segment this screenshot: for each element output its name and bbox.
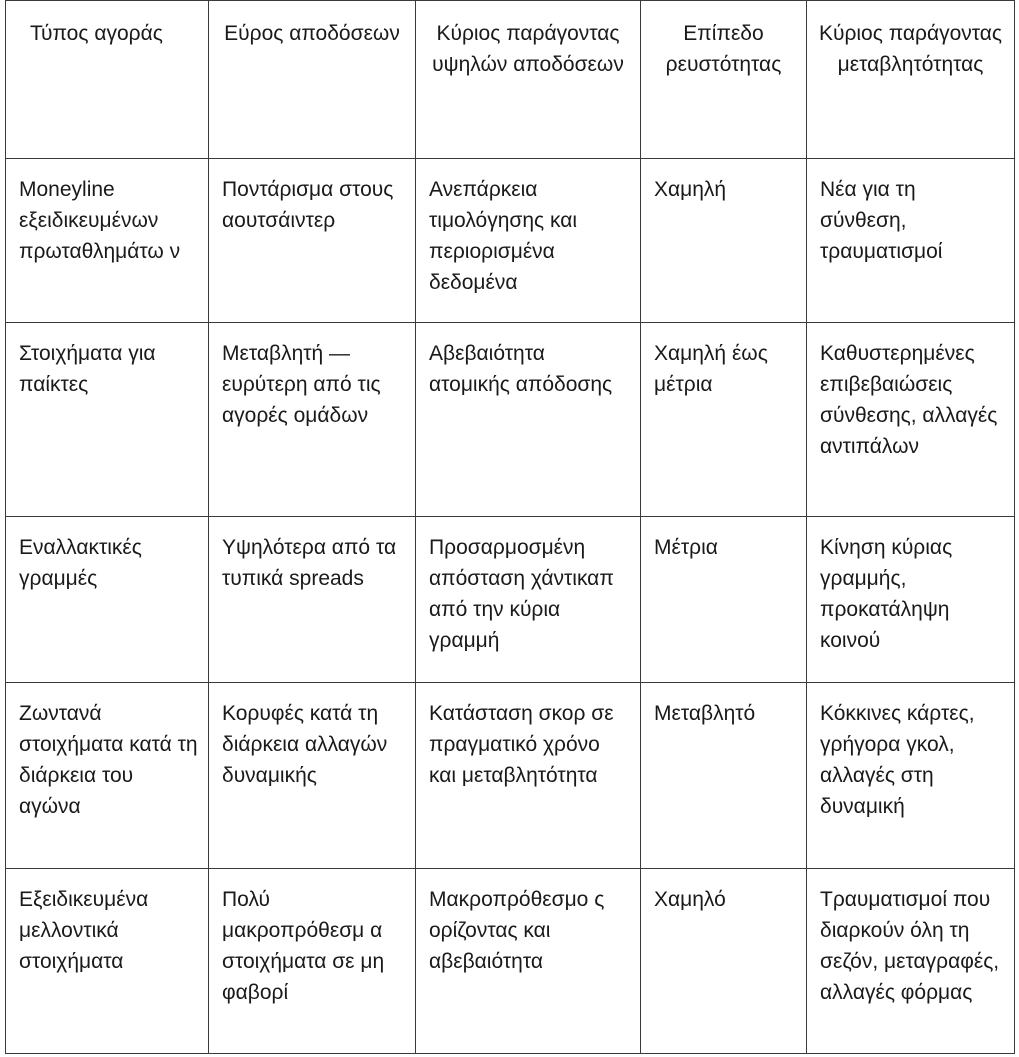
cell-market-type: Εξειδικευμένα μελλοντικά στοιχήματα (6, 869, 209, 1054)
cell-volatility-driver: Νέα για τη σύνθεση, τραυματισμοί (807, 159, 1015, 323)
cell-high-odds-driver: Προσαρμοσμένη απόσταση χάντικαπ από την κύρια γραμμή (416, 516, 641, 682)
cell-high-odds-driver: Αβεβαιότητα ατομικής απόδοσης (416, 323, 641, 517)
header-high-odds-driver: Κύριος παράγοντας υψηλών αποδόσεων (416, 1, 641, 159)
cell-liquidity-level: Χαμηλό (641, 869, 807, 1054)
cell-liquidity-level: Μεταβλητό (641, 682, 807, 869)
table-row (6, 682, 1015, 869)
cell-odds-range: Υψηλότερα από τα τυπικά spreads (209, 516, 416, 682)
cell-market-type: Moneyline εξειδικευμένων πρωταθλημάτω ν (6, 159, 209, 323)
cell-volatility-driver: Κίνηση κύριας γραμμής, προκατάληψη κοινού (807, 516, 1015, 682)
cell-volatility-driver: Καθυστερημένες επιβεβαιώσεις σύνθεσης, αλλαγές αντιπάλων (807, 323, 1015, 517)
cell-odds-range: Μεταβλητή — ευρύτερη από τις αγορές ομάδων (209, 323, 416, 517)
cell-market-type: Ζωντανά στοιχήματα κατά τη διάρκεια του αγώνα (6, 682, 209, 869)
cell-high-odds-driver: Μακροπρόθεσμο ς ορίζοντας και αβεβαιότητα (416, 869, 641, 1054)
table-row (6, 323, 1015, 517)
cell-volatility-driver: Κόκκινες κάρτες, γρήγορα γκολ, αλλαγές στη δυναμική (807, 682, 1015, 869)
header-market-type: Τύπος αγοράς (6, 1, 209, 159)
cell-odds-range: Ποντάρισμα στους αουτσάιντερ (209, 159, 416, 323)
header-liquidity-level: Επίπεδο ρευστότητας (641, 1, 807, 159)
cell-volatility-driver: Τραυματισμοί που διαρκούν όλη τη σεζόν, μεταγραφές, αλλαγές φόρμας (807, 869, 1015, 1054)
cell-high-odds-driver: Ανεπάρκεια τιμολόγησης και περιορισμένα δεδομένα (416, 159, 641, 323)
table-row (6, 869, 1015, 1054)
cell-odds-range: Κορυφές κατά τη διάρκεια αλλαγών δυναμικής (209, 682, 416, 869)
market-comparison-table (5, 0, 1015, 1054)
cell-odds-range: Πολύ μακροπρόθεσμ α στοιχήματα σε μη φαβορί (209, 869, 416, 1054)
cell-high-odds-driver: Κατάσταση σκορ σε πραγματικό χρόνο και μεταβλητότητα (416, 682, 641, 869)
table-header-row (6, 1, 1015, 159)
header-volatility-driver: Κύριος παράγοντας μεταβλητότητας (807, 1, 1015, 159)
table-row (6, 516, 1015, 682)
cell-liquidity-level: Χαμηλή (641, 159, 807, 323)
cell-market-type: Στοιχήματα για παίκτες (6, 323, 209, 517)
header-odds-range: Εύρος αποδόσεων (209, 1, 416, 159)
cell-liquidity-level: Χαμηλή έως μέτρια (641, 323, 807, 517)
cell-market-type: Εναλλακτικές γραμμές (6, 516, 209, 682)
cell-liquidity-level: Μέτρια (641, 516, 807, 682)
table-row (6, 159, 1015, 323)
